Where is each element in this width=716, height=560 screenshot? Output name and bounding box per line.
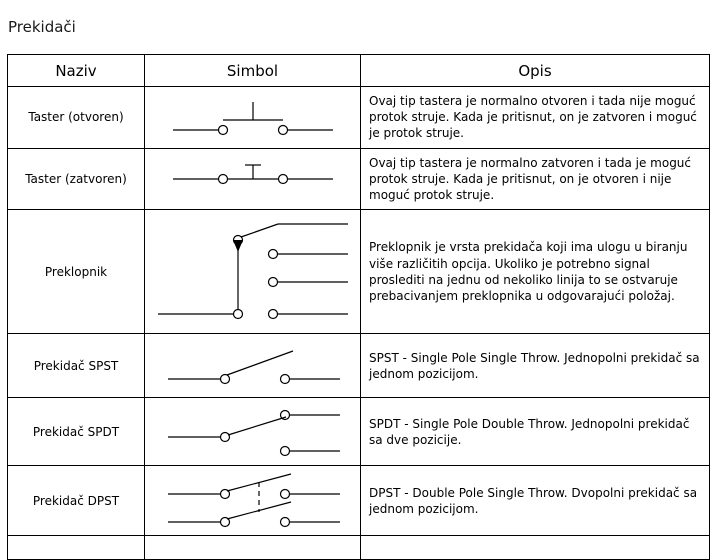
switch-name: Taster (otvoren) xyxy=(8,87,145,149)
table-row xyxy=(8,334,710,398)
table-row xyxy=(8,398,710,466)
push-button-normally-open-symbol xyxy=(145,87,361,149)
column-header-symbol: Simbol xyxy=(145,55,361,87)
column-header-name: Naziv xyxy=(8,55,145,87)
switch-description: DPST - Double Pole Single Throw. Dvopolni prekidač sa jednom pozicijom. xyxy=(361,466,710,536)
table-header-row xyxy=(8,55,710,87)
table-row xyxy=(8,148,710,210)
table-row xyxy=(8,210,710,334)
switch-name xyxy=(8,536,145,560)
switch-description: Ovaj tip tastera je normalno otvoren i tada nije moguć protok struje. Kada je pritisnut, on je zatvoren i moguć je protok struje. xyxy=(361,87,710,149)
switch-description: Preklopnik je vrsta prekidača koji ima ulogu u biranju više različitih opcija. Ukoliko je potrebno signal proslediti na jednu od nekoliko linija to se ostvaruje prebacivanjem preklopnika u odgovarajući položaj. xyxy=(361,210,710,334)
switches-table xyxy=(7,54,710,560)
switch-name: Preklopnik xyxy=(8,210,145,334)
push-button-normally-closed-symbol xyxy=(145,148,361,210)
switch-description xyxy=(361,536,710,560)
switch-name: Prekidač SPST xyxy=(8,334,145,398)
switch-name: Prekidač DPST xyxy=(8,466,145,536)
table-row xyxy=(8,87,710,149)
table-row xyxy=(8,536,710,560)
switch-name: Taster (zatvoren) xyxy=(8,148,145,210)
column-header-description: Opis xyxy=(361,55,710,87)
multi-position-selector-switch-symbol xyxy=(145,210,361,334)
dpst-switch-symbol xyxy=(145,466,361,536)
page-title: Prekidači xyxy=(8,18,76,37)
switch-symbol xyxy=(145,536,361,560)
table-row xyxy=(8,466,710,536)
switch-description: Ovaj tip tastera je normalno zatvoren i tada je moguć protok struje. Kada je pritisnut, on je otvoren i nije moguć protok struje. xyxy=(361,148,710,210)
spdt-switch-symbol xyxy=(145,398,361,466)
switch-name: Prekidač SPDT xyxy=(8,398,145,466)
switch-description: SPDT - Single Pole Double Throw. Jednopolni prekidač sa dve pozicije. xyxy=(361,398,710,466)
switch-description: SPST - Single Pole Single Throw. Jednopolni prekidač sa jednom pozicijom. xyxy=(361,334,710,398)
spst-switch-symbol xyxy=(145,334,361,398)
